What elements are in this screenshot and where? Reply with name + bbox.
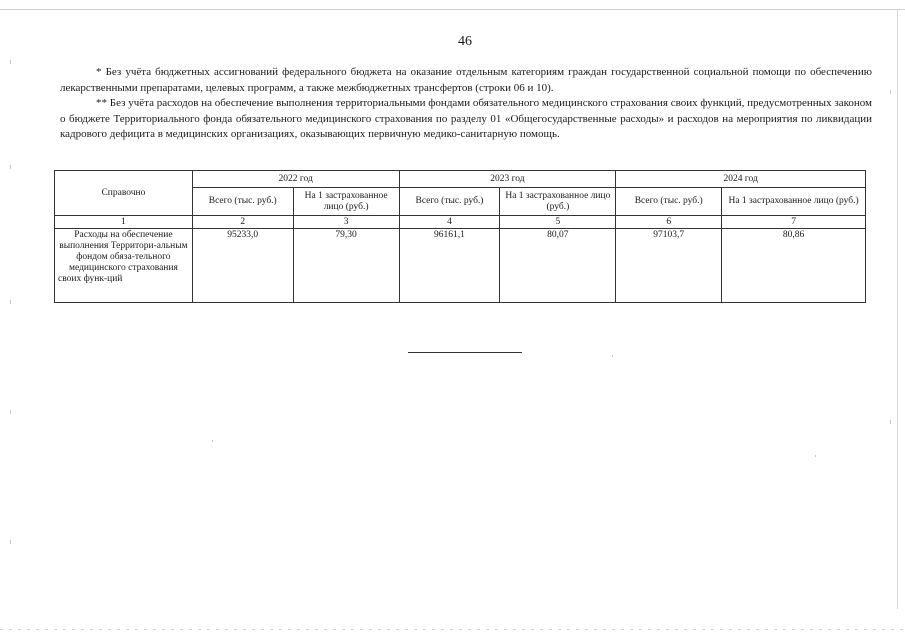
- value-total-2023: 96161,1: [399, 229, 500, 303]
- subheader-total-2024: Всего (тыс. руб.): [616, 188, 722, 216]
- footnotes: [60, 65, 872, 143]
- scan-speck: [10, 410, 11, 414]
- year-header-2024: 2024 год: [616, 171, 866, 188]
- end-of-document-rule: [408, 352, 522, 353]
- column-number: 4: [399, 216, 500, 229]
- row-label: Расходы на обеспечение выполнения Территори-альным фондом обяза-тельного медицинского страхования своих функ-ций: [55, 229, 193, 303]
- column-number: 1: [55, 216, 193, 229]
- value-total-2024: 97103,7: [616, 229, 722, 303]
- corner-label: Справочно: [55, 171, 193, 216]
- year-header-2023: 2023 год: [399, 171, 616, 188]
- subheader-per-insured-2023: На 1 застрахованное лицо (руб.): [500, 188, 616, 216]
- scan-speck: [890, 420, 891, 424]
- scan-edge-right: [897, 9, 898, 609]
- subheader-total-2023: Всего (тыс. руб.): [399, 188, 500, 216]
- subheader-per-insured-2022: На 1 застрахованное лицо (руб.): [293, 188, 399, 216]
- scan-edge-bottom: [0, 629, 905, 630]
- table-row: [55, 229, 866, 303]
- year-header-2022: 2022 год: [192, 171, 399, 188]
- scan-speck: [890, 90, 891, 94]
- column-number: 7: [722, 216, 866, 229]
- scan-speck: [212, 440, 213, 442]
- value-total-2022: 95233,0: [192, 229, 293, 303]
- scan-speck: [10, 540, 11, 544]
- subheader-per-insured-2024: На 1 застрахованное лицо (руб.): [722, 188, 866, 216]
- reference-table: [54, 170, 866, 303]
- value-per-insured-2024: 80,86: [722, 229, 866, 303]
- value-per-insured-2023: 80,07: [500, 229, 616, 303]
- value-per-insured-2022: 79,30: [293, 229, 399, 303]
- footnote-double-asterisk: ** Без учёта расходов на обеспечение выполнения территориальными фондами обязательного медицинского страхования своих функций, предусмотренных законом о бюджете Территориального фонда обязательного медицинского страхования по разделу 01 «Общегосударственные расходы» и расходов на мероприятия по ликвидации кадрового дефицита в медицинских организациях, оказывающих первичную медико-санитарную помощь.: [60, 97, 872, 141]
- scan-speck: [612, 355, 613, 357]
- scan-edge-top: [0, 9, 905, 10]
- scan-speck: [10, 300, 11, 304]
- scan-speck: [815, 455, 816, 457]
- table-header-row: [55, 171, 866, 188]
- column-number: 3: [293, 216, 399, 229]
- column-number: 2: [192, 216, 293, 229]
- footnote-single-asterisk: * Без учёта бюджетных ассигнований федерального бюджета на оказание отдельным категориям граждан государственной социальной помощи по обеспечению лекарственными препаратами, целевых программ, а также межбюджетных трансфертов (строки 06 и 10).: [60, 66, 872, 94]
- column-number: 6: [616, 216, 722, 229]
- page-number: 46: [458, 34, 472, 49]
- column-number: 5: [500, 216, 616, 229]
- scan-speck: [10, 60, 11, 64]
- scan-speck: [10, 165, 11, 169]
- column-number-row: [55, 216, 866, 229]
- subheader-total-2022: Всего (тыс. руб.): [192, 188, 293, 216]
